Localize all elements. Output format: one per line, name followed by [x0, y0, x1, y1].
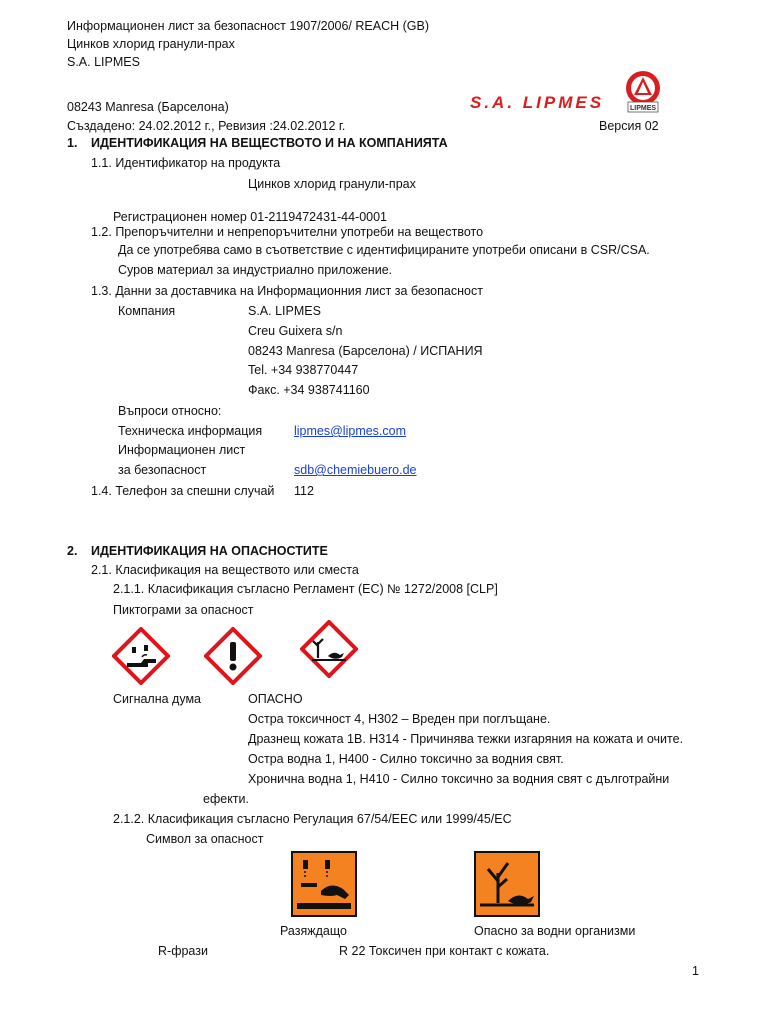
document-version: Версия 02 — [599, 119, 659, 133]
subsection-1-3: 1.3. Данни за доставчика на Информационния лист за безопасност — [91, 284, 483, 298]
environment-caption: Опасно за водни организми — [474, 924, 636, 938]
page-number: 1 — [692, 964, 699, 978]
section-2-number: 2. — [67, 544, 78, 558]
hazard-statement: Остра водна 1, H400 - Силно токсично за водния свят. — [248, 752, 564, 766]
logo-badge: LIPMES — [629, 105, 657, 112]
hazard-statement-continued: ефекти. — [203, 792, 249, 806]
section-1-title: ИДЕНТИФИКАЦИЯ НА ВЕЩЕСТВОТО И НА КОМПАНИЯТА — [91, 136, 448, 150]
subsection-1-2: 1.2. Препоръчителни и непрепоръчителни употреби на веществото — [91, 225, 484, 239]
document-header-product: Цинков хлорид гранули-прах — [67, 37, 235, 51]
product-name: Цинков хлорид гранули-прах — [248, 177, 416, 191]
company-line: S.A. LIPMES — [248, 304, 321, 318]
subsection-2-1-2: 2.1.2. Класификация съгласно Регулация 67/54/ЕЕС или 1999/45/ЕС — [113, 812, 512, 826]
hazard-statement: Остра токсичност 4, H302 – Вреден при поглъщане. — [248, 712, 551, 726]
sds-label: Информационен лист — [118, 443, 246, 457]
corrosive-symbol-icon — [291, 851, 357, 917]
section-2-title: ИДЕНТИФИКАЦИЯ НА ОПАСНОСТИТЕ — [91, 544, 328, 558]
company-line: 08243 Manresa (Барселона) / ИСПАНИЯ — [248, 344, 483, 358]
subsection-2-1-1: 2.1.1. Класификация съгласно Регламент (ЕС) № 1272/2008 [CLP] — [113, 582, 498, 596]
hazard-statement: Хронична водна 1, H410 - Силно токсично за водния свят с дълготрайни — [248, 772, 670, 786]
sds-email-link[interactable]: sdb@chemiebuero.de — [294, 463, 417, 477]
tech-email-link[interactable]: lipmes@lipmes.com — [294, 424, 407, 438]
tech-info-label: Техническа информация — [118, 424, 263, 438]
pictograms-label: Пиктограми за опасност — [113, 603, 254, 617]
registration-number: Регистрационен номер 01-2119472431-44-0001 — [113, 210, 388, 224]
section-1-number: 1. — [67, 136, 78, 150]
document-header-title: Информационен лист за безопасност 1907/2006/ REACH (GB) — [67, 19, 429, 33]
exclamation-icon — [204, 627, 262, 685]
sds-label: за безопасност — [118, 463, 207, 477]
use-line-1: Да се употребява само в съответствие с идентифицираните употреби описани в CSR/CSA. — [118, 243, 650, 257]
company-label: Компания — [118, 304, 176, 318]
use-line-2: Суров материал за индустриално приложение. — [118, 263, 393, 277]
company-line: Creu Guixera s/n — [248, 324, 343, 338]
corrosion-icon — [112, 627, 170, 685]
hazard-statement: Дразнещ кожата 1B. H314 - Причинява тежки изгаряния на кожата и очите. — [248, 732, 684, 746]
emergency-phone: 112 — [294, 484, 314, 498]
document-dates: Създадено: 24.02.2012 г., Ревизия :24.02.2012 г. — [67, 119, 346, 133]
questions-label: Въпроси относно: — [118, 404, 222, 418]
subsection-1-1: 1.1. Идентификатор на продукта — [91, 156, 281, 170]
document-header-company: S.A. LIPMES — [67, 55, 140, 69]
subsection-2-1: 2.1. Класификация на веществото или сместа — [91, 563, 359, 577]
logo-wordmark: S.A. LIPMES — [470, 93, 605, 112]
dangerous-for-environment-symbol-icon — [474, 851, 540, 917]
company-line: Факс. +34 938741160 — [248, 383, 370, 397]
company-logo — [468, 68, 663, 114]
signal-word-label: Сигнална дума — [113, 692, 201, 706]
r-phrases-label: R-фрази — [158, 944, 208, 958]
subsection-1-4: 1.4. Телефон за спешни случай — [91, 484, 275, 498]
corrosive-caption: Разяждащо — [280, 924, 347, 938]
symbol-label: Символ за опасност — [146, 832, 264, 846]
company-line: Tel. +34 938770447 — [248, 363, 359, 377]
signal-word: ОПАСНО — [248, 692, 303, 706]
company-address: 08243 Manresa (Барселона) — [67, 100, 229, 114]
environment-icon — [300, 620, 358, 678]
r-phrase: R 22 Токсичен при контакт с кожата. — [339, 944, 550, 958]
